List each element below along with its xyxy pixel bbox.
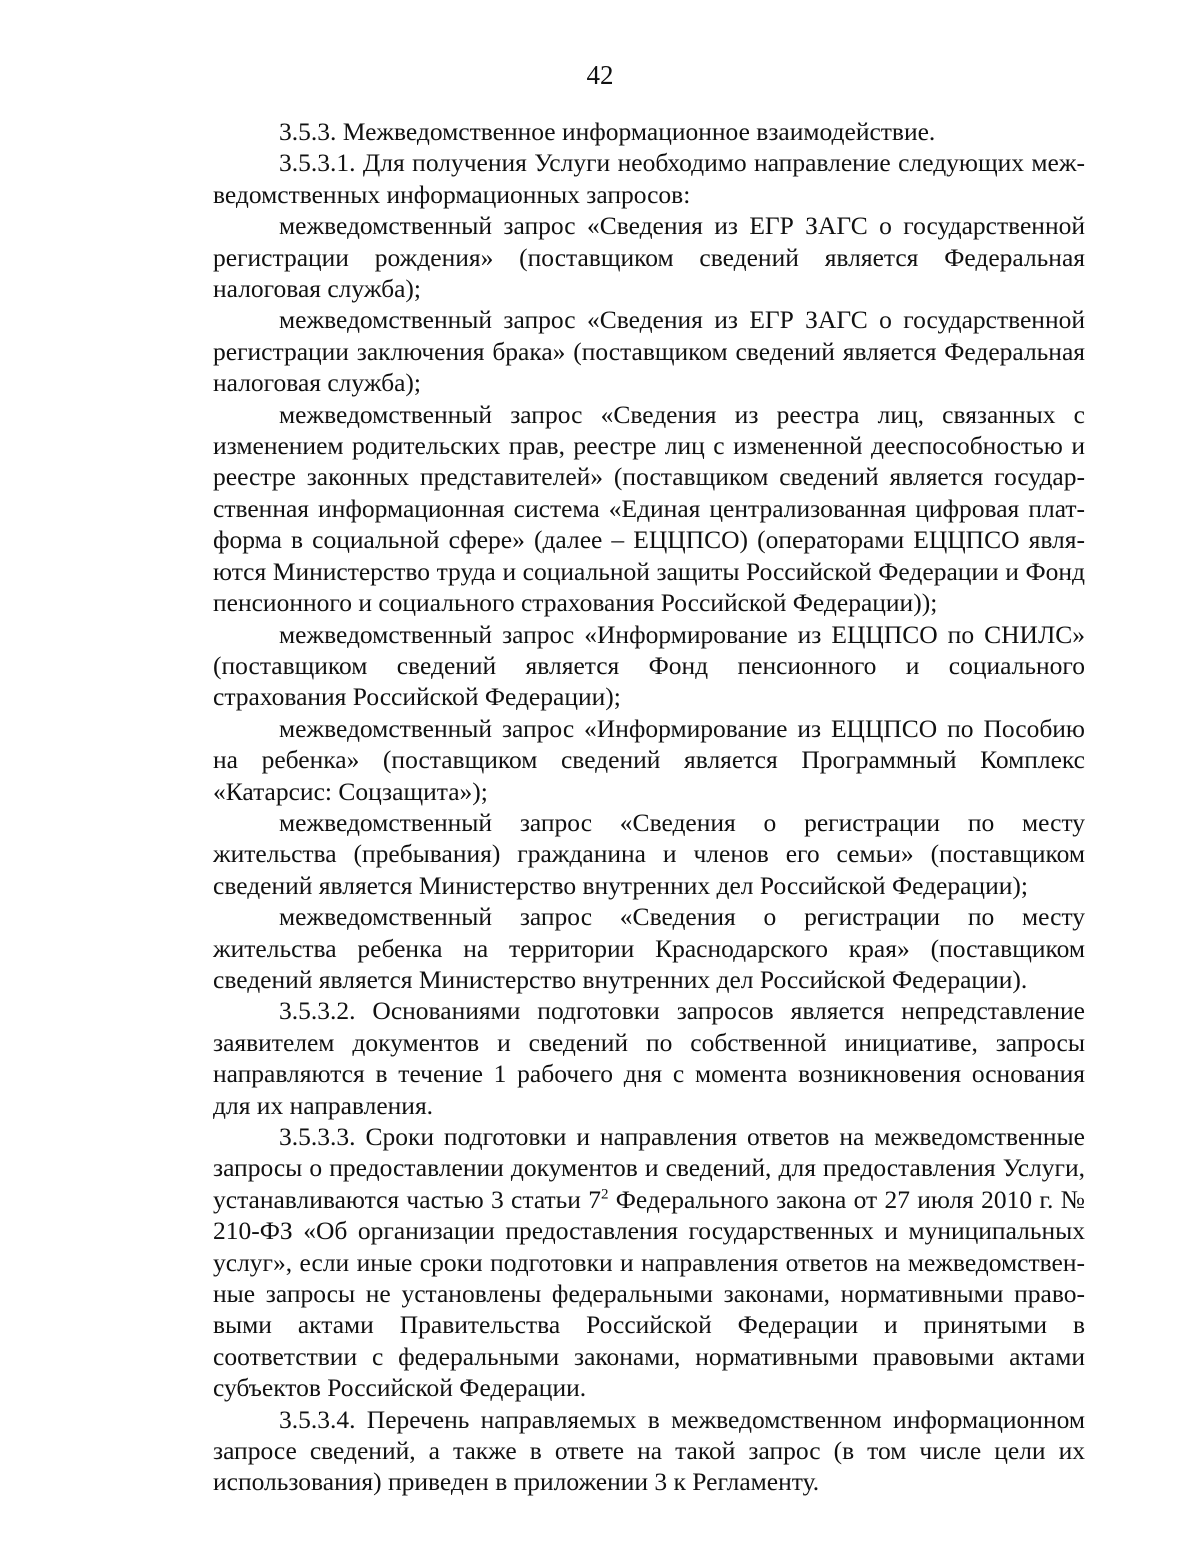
- request-item-child-residence: межведомственный запрос «Сведения о регистрации по месту жительства ребенка на территории Краснодарского края» (поставщиком сведений является Министерство внутренних дел Российской Федерации).: [213, 902, 1085, 994]
- request-item-family-residence: межведомственный запрос «Сведения о регистрации по месту жительства (пребывания) гражданина и членов его семьи» (поставщиком сведений является Министерство внутренних дел Российской Федерации);: [213, 807, 1085, 900]
- page-number: 42: [586, 60, 614, 90]
- request-item-birth-registration: межведомственный запрос «Сведения из ЕГР ЗАГС о государственной регистрации рождения» (поставщиком сведений является Федеральная налоговая служба);: [213, 211, 1085, 304]
- paragraph-3-5-3-2: 3.5.3.2. Основаниями подготовки запросов является непредставление заявителем документов и сведений по собственной инициативе, запросы направляются в течение 1 рабочего дня с момента возникновения основания для их направления.: [213, 996, 1085, 1120]
- paragraph-3-5-3-3-part-2: Федерального закона от 27 июля 2010 г. № 210-ФЗ «Об организации предоставления государственных и муниципальных услуг», если иные сроки подготовки и направления ответов на межведомственные запросы не установлены федеральными законами, нормативными правовыми актами Правительства Российской Федерации и принятыми в соответствии с федеральными законами, нормативными правовыми актами субъектов Российской Федерации.: [213, 1184, 1085, 1403]
- request-item-parental-rights-registry: межведомственный запрос «Сведения из реестра лиц, связанных с изменением родительских прав, реестре лиц с измененной дееспособностью и реестре законных представителей» (поставщиком сведений является государственная информационная система «Единая централизованная цифровая платформа в социальной сфере» (далее – ЕЦЦПСО) (операторами ЕЦЦПСО являются Министерство труда и социальной защиты Российской Федерации и Фонд пенсионного и социального страхования Российской Федерации));: [213, 399, 1085, 618]
- document-body: [213, 116, 1085, 1498]
- article-superscript: 2: [600, 1186, 609, 1203]
- request-item-child-benefit: межведомственный запрос «Информирование из ЕЦЦПСО по Пособию на ребенка» (поставщиком сведений является Программный Комплекс «Катарсис: Соцзащита»);: [213, 713, 1085, 806]
- paragraph-3-5-3-3: [213, 1121, 1085, 1404]
- section-heading-3-5-3: 3.5.3. Межведомственное информационное взаимодействие.: [279, 117, 936, 146]
- paragraph-3-5-3-4: 3.5.3.4. Перечень направляемых в межведомственном информационном запросе сведений, а также в ответе на такой запрос (в том числе цели их использования) приведен в приложении 3 к Регламенту.: [213, 1404, 1085, 1497]
- request-item-marriage-registration: межведомственный запрос «Сведения из ЕГР ЗАГС о государственной регистрации заключения брака» (поставщиком сведений является Федеральная налоговая служба);: [213, 305, 1085, 398]
- paragraph-3-5-3-3-part-1: 3.5.3.3. Сроки подготовки и направления ответов на межведомственные запросы о предоставлении документов и сведений, для предоставления Услуги, устанавливаются частью 3 статьи 7: [213, 1122, 1085, 1214]
- request-item-snils: межведомственный запрос «Информирование из ЕЦЦПСО по СНИЛС» (поставщиком сведений является Фонд пенсионного и социального страхования Российской Федерации);: [213, 619, 1085, 712]
- paragraph-3-5-3-1: 3.5.3.1. Для получения Услуги необходимо направление следующих межведомственных информационных запросов:: [213, 148, 1085, 209]
